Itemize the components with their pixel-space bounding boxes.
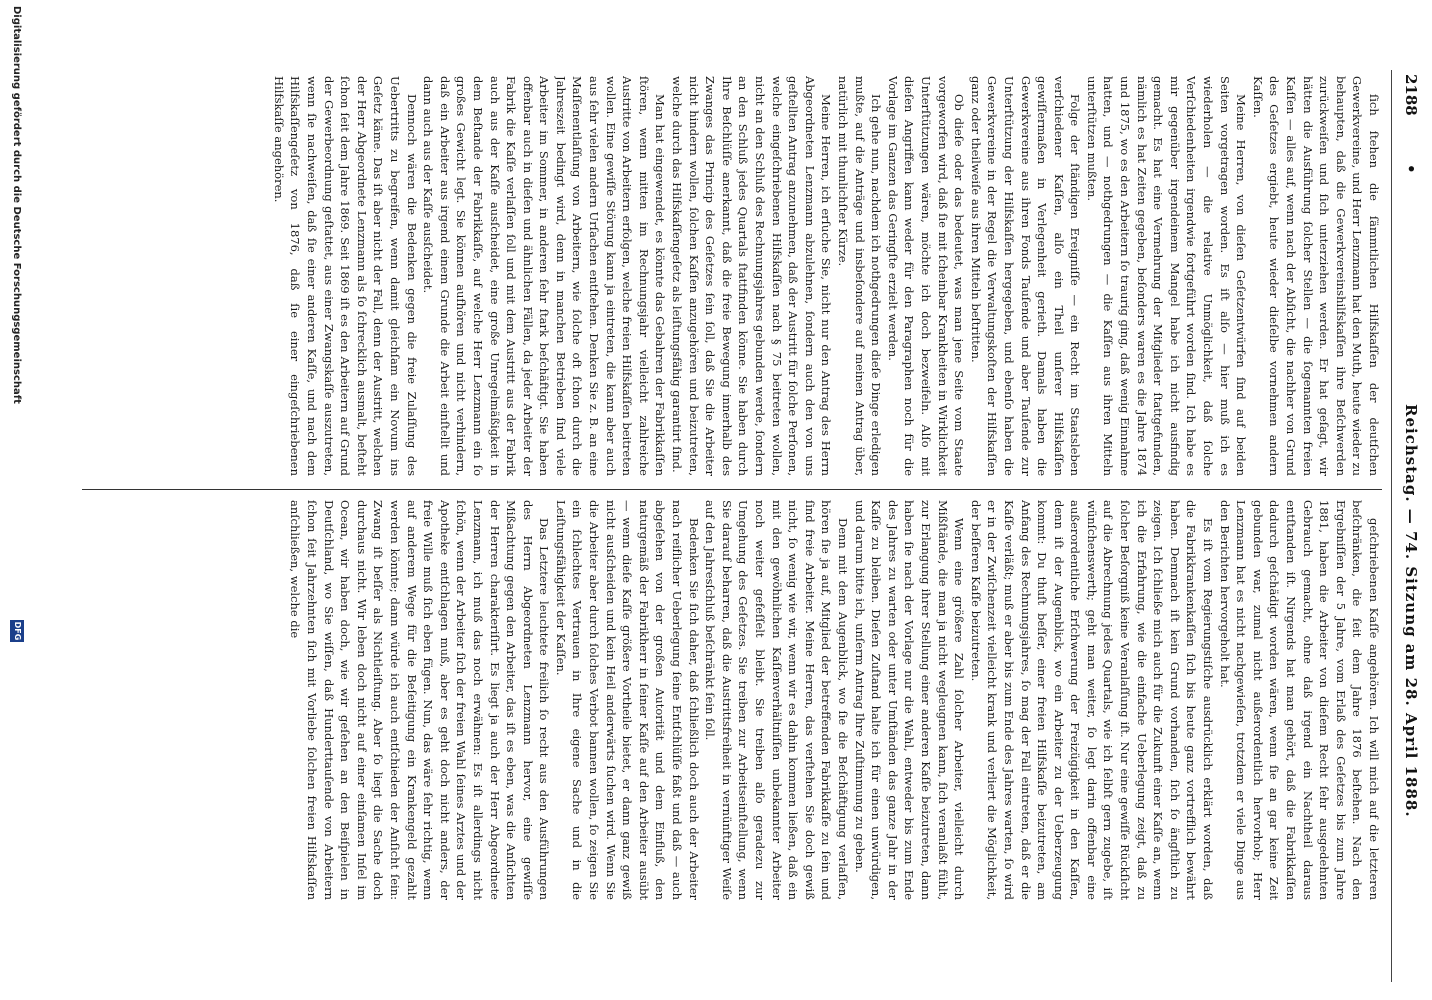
header-title: Reichstag. — 74. Sitzung am 28. April 1888. — [1402, 404, 1420, 818]
header-bullet: • — [1402, 164, 1420, 174]
page-number: 2188 — [1402, 74, 1420, 116]
running-header — [1394, 74, 1424, 974]
digitization-credit — [4, 0, 28, 1000]
paragraph: Bedenken Sie ſich daher, daß ſchließlich doch auch der Arbeiter nach reiflicher Ueberlegung ſeine Entſchlüſſe faßt und daß — auch abgeſehen von der großen Autorität und dem Einfluß, den naturgemäß der Fabrikherr in ſeiner Kaſſe auf den Arbeiter ausübt — wenn dieſe Kaſſe größere Vortheile bietet, er dann ganz gewiß nicht ausſcheiden und kein Heil anderwärts ſuchen wird. Wenn Sie die Arbeiter aber durch ſolches Verbot bannen wollen, ſo zeigen Sie ein ſchlechtes Vertrauen in Ihre eigene Sache und in die Leiſtungsfähigkeit der Kaſſen. — [553, 500, 701, 900]
text-column-right — [82, 500, 1382, 900]
paragraph: Meine Herren, von dieſen Geſetzentwürfen ſind auf beiden Seiten vorgetragen worden. Es iſt alſo — hier muß ich es wiederholen — die relative Unmöglichkeit, daß ſolche Verſchiedenheiten irgendwie fortgeführt worden ſind. Ich habe es mir gegenüber irgendeinem Mangel habe ich nicht ausfindig gemacht. Es hat eine Vermehrung der Mitglieder ſtattgefunden, nämlich es hat Zeiten gegeben, beſonders waren es die Jahre 1874 und 1875, wo es den Arbeitern ſo traurig ging, daß wenig Einnahme hatten, und — nothgedrungen — die Kaſſen aus ihren Mitteln unterſtützen mußten. — [1084, 76, 1249, 476]
text-column-left — [82, 76, 1382, 476]
paragraph: Wenn eine größere Zahl ſolcher Arbeiter, vielleicht durch Mißſtände, die man ja nicht wegleugnen kann, ſich veranlaßt fühlt, zur Erlangung ihrer Stellung einer anderen Kaſſe beizutreten, dann haben ſie nach der Vorlage nur die Wahl, entweder bis zum Ende des Jahres zu warten oder unter Umſtänden das ganze Jahr in der Kaſſe zu bleiben. Dieſen Zuſtand halte ich für einen unwürdigen, und darum bitte ich, unſerm Antrag Ihre Zuſtimmung zu geben. — [852, 500, 967, 900]
paragraph: geſchriebenen Kaſſe angehören. Ich will mich auf die letzteren beſchränken, die ſeit dem Jahre 1876 beſtehen. Nach den Ergebniſſen der 5 Jahre, vom Erlaß des Geſetzes bis zum Jahre 1881, haben die Arbeiter von dieſem Recht ſehr ausgedehnten Gebrauch gemacht, ohne daß irgend ein Nachtheil daraus entſtanden iſt. Nirgends hat man gehört, daß die Fabrikkaſſen dadurch geſchädigt worden wären, wenn ſie an gar keine Zeit gebunden war, zumal nicht außerordentlich hervorhob; Herr Lenzmann hat es nicht nachgewieſen, trotzdem er viele Dinge aus den Berichten hervorgeholt hat. — [1217, 500, 1381, 900]
header-rule — [1391, 70, 1392, 982]
paragraph: Ich gehe nun, nachdem ich nothgedrungen dieſe Dinge erledigen mußte, auf die Anträge und insbeſondere auf meinen Antrag über, natürlich mit thunlichſter Kürze. — [836, 76, 884, 476]
credit-text: Digitalisierung gefördert durch die Deutsche Forschungsgemeinschaft — [11, 6, 22, 404]
column-divider — [82, 489, 1382, 490]
paragraph: Ob dieſe oder das bedeutet, was man jene Seite vom Staate vorgeworfen wird, daß ſie mit ſcheinbar Krankheiten in Wirklichkeit Unterſtützungen wären, möchte ich doch bezweifeln. Alſo mit dieſen Angriffen kann weder für den Paragraphen noch für die Vorlage im Ganzen das Geringſte erzielt werden. — [885, 76, 967, 476]
paragraph: Meine Herren, ich erſuche Sie, nicht nur den Antrag des Herrn Abgeordneten Lenzmann abzulehnen, ſondern auch den von uns geſtellten Antrag anzunehmen, daß der Austritt für ſolche Perſonen, welche eingeſchriebenen Hilfskaſſen nach § 75 beitreten wollen, nicht an den Schluß des Rechnungsjahres gebunden werde, ſondern an den Schluß jedes Quartals ſtattfinden könne. Sie haben durch Ihre Beſchlüſſe anerkannt, daß die freie Bewegung innerhalb des Zwanges das Princip des Geſetzes ſein ſoll, daß Sie die Arbeiter nicht hindern wollen, ſolchen Kaſſen anzugehören und beizutreten, welche durch das Hilfskaſſengeſetz als leiſtungsfähig garantirt ſind. — [670, 76, 834, 476]
paragraph: Denn mit dem Augenblick, wo ſie die Beſchäftigung verlaſſen, hören ſie ja auf, Mitglied der betreffenden Fabrikkaſſe zu ſein und ſind freie Arbeiter. Meine Herren, das verſtehen Sie doch gewiß nicht, ſo wenig wie wir, wenn wir es dahin kommen ließen, daß ein mit den gewöhnlichen Kaſſenverhältniſſen unbekannter Arbeiter noch weiter gefeſſelt bleibt. Sie treiben alſo geradezu zur Umgehung des Geſetzes. Sie treiben zur Arbeitseinſtellung, wenn Sie darauf beharren, daß die Austrittsfreiheit in vernünftiger Weiſe auf den Jahresſchluß beſchränkt ſein ſoll. — [703, 500, 850, 900]
paragraph: Dennoch wären die Bedenken gegen die freie Zulaſſung des Uebertritts zu begreifen, wenn damit gleichſam ein Novum ins Geſetz käme. Das iſt aber nicht der Fall, denn der Austritt, welchen der Herr Abgeordnete Lenzmann als ſo ſchrecklich ausmalt, beſteht ſchon ſeit dem Jahre 1869. Seit 1869 iſt es den Arbeitern auf Grund der Gewerbeordnung geſtattet, aus einer Zwangskaſſe auszutreten, wenn ſie nachweiſen, daß ſie einer anderen Kaſſe, und nach dem Hilfskaſſengeſetz von 1876, daß ſie einer eingeſchriebenen Hilfskaſſe angehören. — [271, 76, 419, 476]
paragraph: Folge der ſtändigen Ereigniſſe — ein Recht im Staatsleben verſchiedener Kaſſen, alſo ein Theil unſerer Hilfskaſſen gewiſſermaßen in Verlegenheit gerieth. Damals haben die Gewerkvereine aus ihren Fonds Tauſende und aber Tauſende zur Unterſtützung der Hilfskaſſen hergegeben, und ebenſo haben die Gewerkvereine in der Regel die Verwaltungskoſten der Hilfskaſſen ganz oder theilweiſe aus ihren Mitteln beſtritten. — [968, 76, 1083, 476]
paragraph: Man hat eingewendet, es könnte das Gebahren der Fabrikkaſſen ſtören, wenn mitten im Rechnungsjahr vielleicht zahlreiche Austritte von Arbeitern erfolgen, welche freien Hilfskaſſen beitreten wollen. Eine gewiſſe Störung kann ja eintreten, die kann aber auch aus ſehr vielen andern Urſachen entſtehen. Denken Sie z. B. an eine Maſſenentlaſſung von Arbeitern, wie ſolche oft ſchon durch die Jahreszeit bedingt wird, denn in manchen Betrieben ſind viele Arbeiter im Sommer, in anderen ſehr ſtark beſchäftigt. Sie haben offenbar auch in dieſen und ähnlichen Fällen, da jeder Arbeiter der Fabrik die Kaſſe verlaſſen ſoll und mit dem Austritt aus der Fabrik auch aus der Kaſſe ausſcheidet, eine große Unregelmäßigkeit in dem Beſtande der Fabrikkaſſe, auf welche Herr Lenzmann ein ſo großes Gewicht legt. Sie können aufhören und nicht verhindern, daß ein Arbeiter aus irgend einem Grunde die Arbeit einſtellt und dann auch aus der Kaſſe ausſcheidet. — [421, 76, 668, 476]
paragraph: Das Letztere leuchtete freilich ſo recht aus den Ausführungen des Herrn Abgeordneten Lenzmann hervor, eine gewiſſe Mißachtung gegen den Arbeiter, das iſt es eben, was die Anſichten der Herren charakteriſirt. Es liegt ja auch der Herr Abgeordnete Lenzmann, ich muß das noch erwähnen: Es iſt allerdings nicht ſchön, wenn der Arbeiter ſich der freien Wahl ſeines Arztes und der Apotheke entſchlagen muß, aber es geht doch nicht anders, der freie Wille muß ſich eben fügen. Nun, das wäre ſehr richtig, wenn auf anderem Wege für die Beſeitigung ein Krankengeld gezahlt werden könnte; dann würde ich auch entſchieden der Anſicht ſein: Zwang iſt beſſer als Nichtleiſtung. Aber ſo liegt die Sache doch durchaus nicht. Wir leben doch nicht auf einer einſamen Inſel im Ocean, wir haben doch, wie wir geſehen an den Beiſpielen in Deutſchland, wo Sie wiſſen, daß Hunderttauſende von Arbeitern ſchon ſeit Jahrzehnten ſich mit Vorliebe ſolchen freien Hilfskaſſen anſchließen, welche die — [288, 500, 552, 900]
dfg-logo: DFG — [10, 620, 24, 642]
paragraph: ſich ſtehen die ſämmtlichen Hilfskaſſen der deutſchen Gewerkvereine, und Herr Lenzmann hat den Muth, heute wieder zu behaupten, daß die Gewerkvereinshilfskaſſen ihre Beſchwerden zurückweiſen und ſich unterziehen werden. Er hat geſagt, wir hätten die Ausführung ſolcher Stellen — die ſogenannten freien Kaſſen — alles auf, wenn nach der Abſicht, die nachher von Grund des Geſetzes ergiebt, heute wieder dieſelbe vornehmen andern Kaſſen. — [1250, 76, 1381, 476]
paragraph: Es iſt vom Regierungstiſche ausdrücklich erklärt worden, daß die Fabrikkrankenkaſſen ſich bis heute ganz vortrefflich bewährt haben. Demnach iſt kein Grund vorhanden, ſich ſo ängſtlich zu zeigen. Ich ſchließe mich auch für die Zukunft einer Kaſſe an, wenn ich die Erfahrung, wie die einfache Ueberlegung zeigt, daß zu ſolcher Beſorgniß keine Veranlaſſung iſt. Nur eine gewiſſe Rückſicht auf die Abrechnung jedes Quartals, wie ich ſelbſt gern zugebe, iſt wünſchenswerth; geht man weiter, ſo legt darin offenbar eine außerordentliche Erſchwerung der Freizügigkeit in den Kaſſen, denn iſt der Augenblick, wo ein Arbeiter zu der Ueberzeugung kommt: Du thuſt beſſer, einer freien Hilfskaſſe beizutreten, am Anfang des Rechnungsjahres, ſo mag der Fall eintreten, daß er die Kaſſe verläßt; muß er aber bis zum Ende des Jahres warten, ſo wird er in der Zwiſchenzeit vielleicht krank und verliert die Möglichkeit, der beſſeren Kaſſe beizutreten. — [968, 500, 1216, 900]
